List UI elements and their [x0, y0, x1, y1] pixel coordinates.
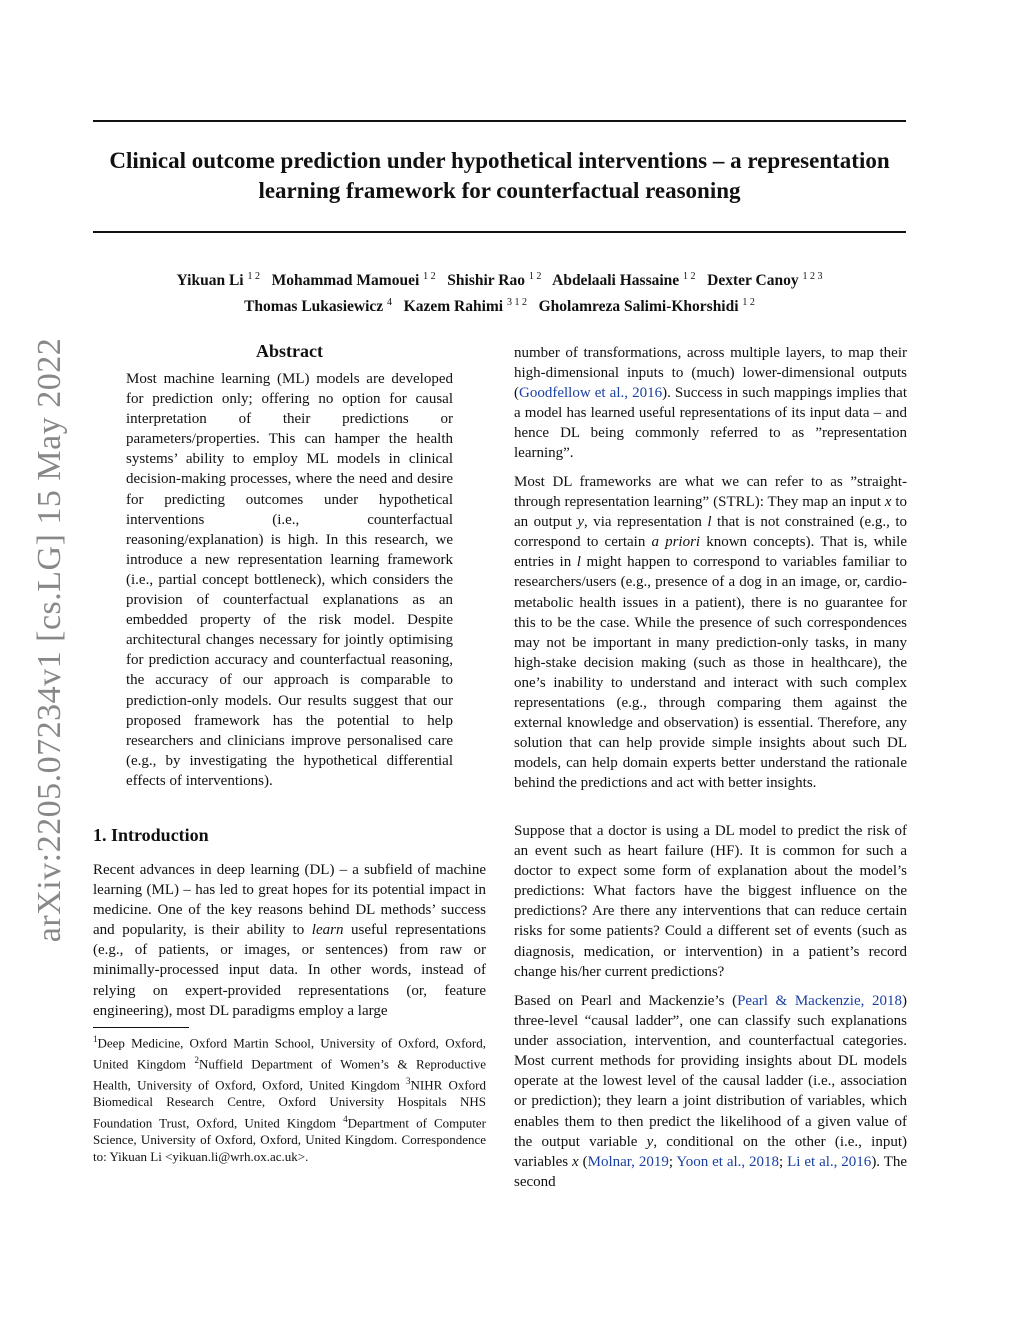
math-variable: y: [646, 1133, 654, 1150]
author-name: Thomas Lukasiewicz: [244, 298, 384, 316]
body-paragraph: [514, 343, 907, 464]
italic-phrase: a priori: [651, 534, 701, 551]
author-name: Abdelaali Hassaine: [552, 272, 680, 290]
footnote-text: NIHR Oxford Biomedical Research Centre, Oxford University Hospitals NHS Foundation Trust, Oxford, United Kingdom: [93, 1077, 486, 1131]
paragraph-text: ). Success in such mappings implies that a model has learned useful representations of its input data – and hence DL being commonly referred to as ”representation learning”.: [514, 385, 907, 462]
introduction-paragraph: [93, 860, 486, 1021]
paragraph-text: ;: [668, 1153, 677, 1170]
author-affiliation: 3 1 2: [506, 297, 527, 309]
author-name: Yikuan Li: [176, 272, 244, 290]
footnote-marker: 3: [405, 1076, 411, 1087]
paper-title: Clinical outcome prediction under hypothetical interventions – a representation learning framework for counterfactual reasoning: [109, 148, 890, 203]
title-bottom-rule: [93, 231, 906, 233]
author-name: Kazem Rahimi: [403, 298, 504, 316]
body-paragraph: Suppose that a doctor is using a DL model to predict the risk of an event such as heart failure (HF). It is common for such a doctor to expect some form of explanation about the model’s predictions: What factors have the biggest influence on the predictions? Are there any interventions that can reduce certain risks for some patients? Could a different set of events (such as diagnosis, medication, or intervention) in a patient’s record change his/her current predictions?: [514, 823, 907, 980]
affiliation-footnote: [93, 1031, 486, 1166]
paragraph-text: ;: [779, 1153, 788, 1170]
author-affiliation: 4: [387, 297, 393, 309]
paragraph-text: known concepts). That is, while entries in: [514, 534, 907, 571]
footnote-rule: [93, 1027, 189, 1028]
abstract-text: Most machine learning (ML) models are developed for prediction only; offering no option for causal interpretation of their predictions or parameters/properties. This can hamper the health systems’ ability to employ ML models in clinical decision-making processes, where the need and desire for predicting outcomes under hypothetical interventions (i.e., counterfactual reasoning/explanation) is high. In this research, we introduce a new representation learning framework (i.e., partial concept bottleneck), which considers the provision of counterfactual explanations as an embedded property of the risk model. Despite architectural changes necessary for jointly optimising for prediction accuracy and counterfactual reasoning, the accuracy of our approach is comparable to prediction-only models. Our results suggest that our proposed framework has the potential to help researchers and clinicians improve personalised care (e.g., by investigating the hypothetical differential effects of interventions).: [126, 371, 453, 789]
footnote-marker: 4: [343, 1114, 348, 1125]
arxiv-identifier-stamp: arXiv:2205.07234v1 [cs.LG] 15 May 2022: [31, 337, 68, 943]
math-variable: x: [572, 1153, 579, 1170]
author-name: Shishir Rao: [447, 272, 525, 290]
paragraph-text: Most DL frameworks are what we can refer to as ”straight-through representation learning” (STRL): They map an input: [514, 474, 907, 511]
intro-emphasis: learn: [311, 922, 344, 939]
citation-link[interactable]: Goodfellow et al., 2016: [519, 385, 663, 402]
title-top-rule: [93, 120, 906, 122]
paragraph-text: , conditional on the other (i.e., input) variables: [514, 1133, 907, 1170]
paragraph-text: might happen to correspond to variables familiar to researchers/users (e.g., presence of a dog in an image, or, cardio-metabolic health issues in a patient), there is no guarantee for this to be the case. While the presence of such correspondences may not be important in many prediction-only tasks, in many high-stake decision making (such as those in healthcare), the one’s inability to understand and interact with such complex representations (e.g., through comparing them against the external knowledge and observation) is essential. Therefore, any solution that can help provide simple insights about such DL models, can help domain experts better understand the rationale behind the predictions and act with better insights.: [514, 554, 907, 792]
body-paragraph: [514, 991, 907, 1192]
abstract-heading: Abstract: [256, 341, 323, 361]
footnote-text: Nuffield Department of Women’s & Reproductive Health, University of Oxford, Oxford, United Kingdom: [93, 1056, 486, 1093]
intro-text: useful representations (e.g., of patients, or images, or sentences) from raw or minimally-processed input data. In other words, instead of relying on expert-provided representations (or, feature engineering), most DL paradigms employ a large: [93, 922, 486, 1019]
citation-link[interactable]: Pearl & Mackenzie, 2018: [737, 993, 902, 1009]
author-affiliation: 1 2: [683, 271, 696, 282]
paragraph-text: , via representation: [584, 514, 708, 531]
paragraph-text: number of transformations, across multiple layers, to map their high-dimensional inputs to (much) lower-dimensional outputs (: [514, 345, 907, 402]
citation-link[interactable]: Yoon et al., 2018: [676, 1153, 780, 1170]
author-affiliation: 1 2: [423, 271, 436, 282]
paragraph-text: that is not constrained (e.g., to correspond to certain: [514, 514, 907, 551]
footnote-text: Department of Computer Science, University of Oxford, Oxford, United Kingdom. Correspondence to: Yikuan Li <yikuan.li@wrh.ox.ac.uk>.: [93, 1115, 487, 1165]
body-paragraph: [514, 472, 907, 794]
author-affiliation: 1 2: [247, 271, 260, 282]
author-line-1: [93, 266, 906, 292]
author-line-2: [93, 292, 906, 318]
intro-text: Recent advances in deep learning (DL) – a subfield of machine learning (ML) – has led to great hopes for its potential impact in medicine. One of the key reasons behind DL methods’ success and popularity, is their ability to: [93, 862, 486, 939]
math-variable: y: [577, 514, 585, 531]
paragraph-text: to an output: [514, 494, 907, 531]
paragraph-text: ) three-level “causal ladder”, one can classify such explanations under association, intervention, and counterfactual categories. Most current methods for providing insights about DL models operate at the lowest level of the causal ladder (i.e., association or prediction); they learn a joint distribution of variables, which enables them to then predict the likelihood of a given value of the output variable: [514, 993, 907, 1150]
math-variable: l: [707, 514, 712, 531]
footnote-marker: 2: [194, 1055, 199, 1066]
math-variable: x: [884, 494, 892, 511]
citation-link[interactable]: Molnar, 2019: [587, 1153, 669, 1170]
author-block: [93, 266, 906, 318]
paragraph-text: ). The second: [514, 1153, 908, 1190]
paragraph-text: Based on Pearl and Mackenzie’s (: [514, 993, 738, 1009]
introduction-heading: 1. Introduction: [93, 825, 209, 845]
math-variable: l: [576, 554, 581, 571]
paragraph-text: (: [578, 1153, 588, 1170]
author-name: Dexter Canoy: [707, 272, 799, 290]
author-affiliation: 1 2: [528, 271, 542, 282]
footnote-text: Deep Medicine, Oxford Martin School, University of Oxford, Oxford, United Kingdom: [93, 1035, 486, 1072]
author-name: Mohammad Mamouei: [271, 272, 420, 290]
author-affiliation: 1 2: [742, 297, 755, 309]
author-name: Gholamreza Salimi-Khorshidi: [538, 298, 739, 316]
citation-link[interactable]: Li et al., 2016: [787, 1153, 872, 1170]
footnote-marker: 1: [93, 1034, 98, 1044]
author-affiliation: 1 2 3: [802, 271, 823, 282]
